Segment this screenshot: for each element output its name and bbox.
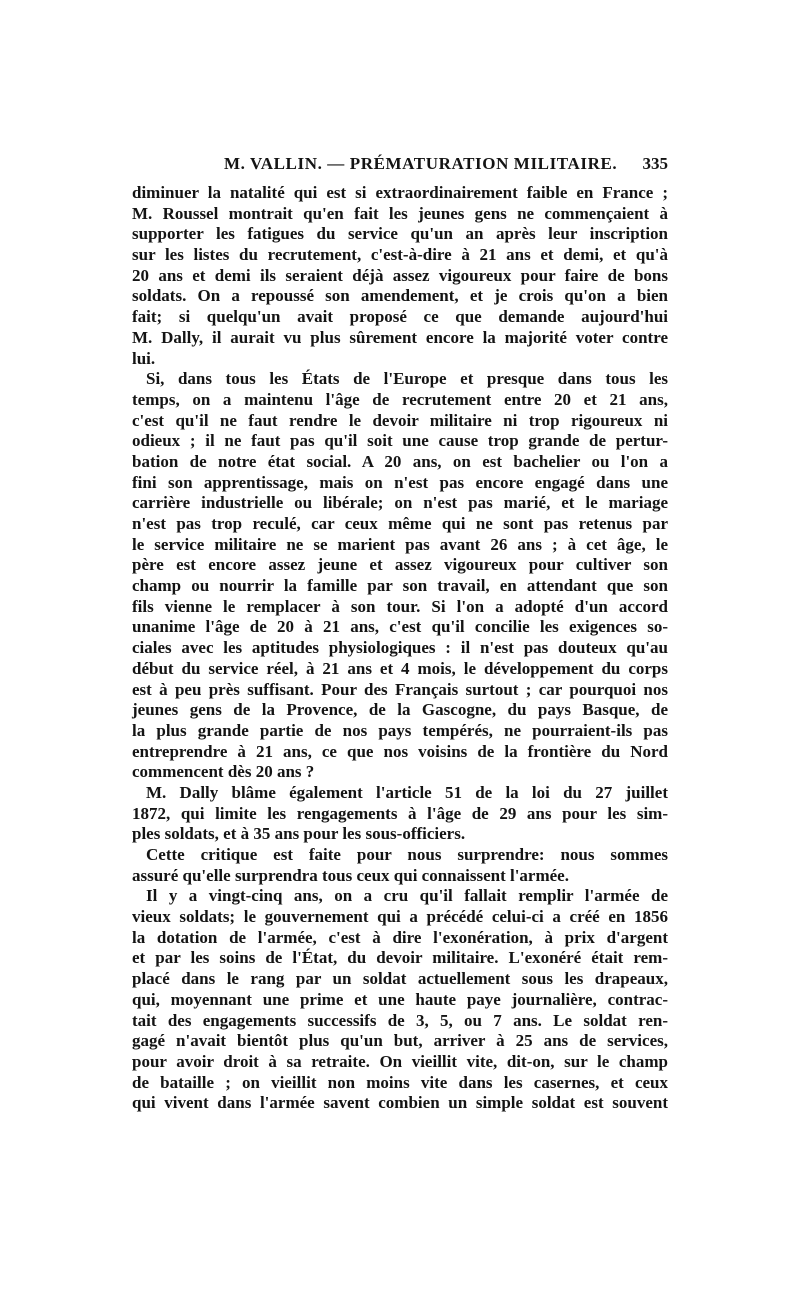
text-line: la dotation de l'armée, c'est à dire l'exonération, à prix d'argent [132,927,668,947]
text-line: ples soldats, et à 35 ans pour les sous-officiers. [132,824,466,844]
text-line: M. Dally blâme également l'article 51 de la loi du 27 juillet [146,782,668,802]
running-head [132,154,668,178]
text-line: ciales avec les aptitudes physiologiques : il n'est pas douteux qu'au [132,638,668,658]
text-line: sur les listes du recrutement, c'est-à-dire à 21 ans et demi, et qu'à [132,245,668,265]
text-line: M. Roussel montrait qu'en fait les jeunes gens ne commençaient à [132,203,668,223]
text-line: temps, on a maintenu l'âge de recrutement entre 20 et 21 ans, [132,389,668,409]
text-line: le service militaire ne se marient pas avant 26 ans ; à cet âge, le [132,534,668,554]
text-line: est à peu près suffisant. Pour des Français surtout ; car pourquoi nos [132,679,668,699]
text-line: champ ou nourrir la famille par son travail, en attendant que son [132,576,668,596]
text-line: M. Dally, il aurait vu plus sûrement encore la majorité voter contre [132,327,668,347]
text-line: c'est qu'il ne faut rendre le devoir militaire ni trop rigoureux ni [132,410,668,430]
text-line: n'est pas trop reculé, car ceux même qui ne sont pas retenus par [132,514,668,533]
text-line: tait des engagements successifs de 3, 5, ou 7 ans. Le soldat ren- [132,1010,668,1030]
page-number: 335 [642,154,668,173]
text-line: fini son apprentissage, mais on n'est pas encore engagé dans une [132,472,668,492]
text-line: placé dans le rang par un soldat actuellement sous les drapeaux, [132,969,668,989]
text-line: de bataille ; on vieillit non moins vite dans les casernes, et ceux [132,1072,668,1092]
text-line: bation de notre état social. A 20 ans, on est bachelier ou l'on a [132,451,668,471]
text-line: entreprendre à 21 ans, ce que nos voisins de la frontière du Nord [132,741,668,761]
text-line: commencent dès 20 ans ? [132,762,315,782]
text-line: lui. [132,348,156,368]
text-line: fait; si quelqu'un avait proposé ce que demande aujourd'hui [132,307,668,327]
text-line: supporter les fatigues du service qu'un an après leur inscription [132,224,668,244]
text-line: diminuer la natalité qui est si extraordinairement faible en France ; [132,183,668,202]
text-line: Il y a vingt-cinq ans, on a cru qu'il fallait remplir l'armée de [146,886,668,906]
text-line: Cette critique est faite pour nous surprendre: nous sommes [146,845,668,864]
text-line: jeunes gens de la Provence, de la Gascogne, du pays Basque, de [132,700,668,720]
text-line: soldats. On a repoussé son amendement, et je crois qu'on a bien [132,286,668,306]
text-line: assuré qu'elle surprendra tous ceux qui connaissent l'armée. [132,865,569,885]
text-line: 1872, qui limite les rengagements à l'âge de 29 ans pour les sim- [132,803,668,823]
text-line: la plus grande partie de nos pays tempérés, ne pourraient-ils pas [132,720,668,740]
text-line: pour avoir droit à sa retraite. On vieillit vite, dit-on, sur le champ [132,1051,668,1071]
text-line: unanime l'âge de 20 à 21 ans, c'est qu'il concilie les exigences so- [132,617,668,637]
text-line: et par les soins de l'État, du devoir militaire. L'exonéré était rem- [132,948,668,968]
text-line: qui vivent dans l'armée savent combien un simple soldat est souvent [132,1093,668,1113]
text-line: odieux ; il ne faut pas qu'il soit une cause trop grande de pertur- [132,431,668,451]
text-line: début du service réel, à 21 ans et 4 mois, le développement du corps [132,658,668,678]
text-line: Si, dans tous les États de l'Europe et presque dans tous les [146,369,668,389]
text-line: gagé n'avait bientôt plus qu'un but, arriver à 25 ans de services, [132,1031,668,1051]
text-line: 20 ans et demi ils seraient déjà assez vigoureux pour faire de bons [132,265,668,285]
text-line: carrière industrielle ou libérale; on n'est pas marié, et le mariage [132,493,668,513]
text-line: fils vienne le remplacer à son tour. Si l'on a adopté d'un accord [132,596,668,616]
running-title: M. VALLIN. — PRÉMATURATION MILITAIRE. [224,154,618,173]
body-text [132,183,668,1114]
text-line: vieux soldats; le gouvernement qui a précédé celui-ci a créé en 1856 [132,907,668,927]
text-line: qui, moyennant une prime et une haute paye journalière, contrac- [132,989,668,1009]
text-line: père est encore assez jeune et assez vigoureux pour cultiver son [132,555,668,575]
